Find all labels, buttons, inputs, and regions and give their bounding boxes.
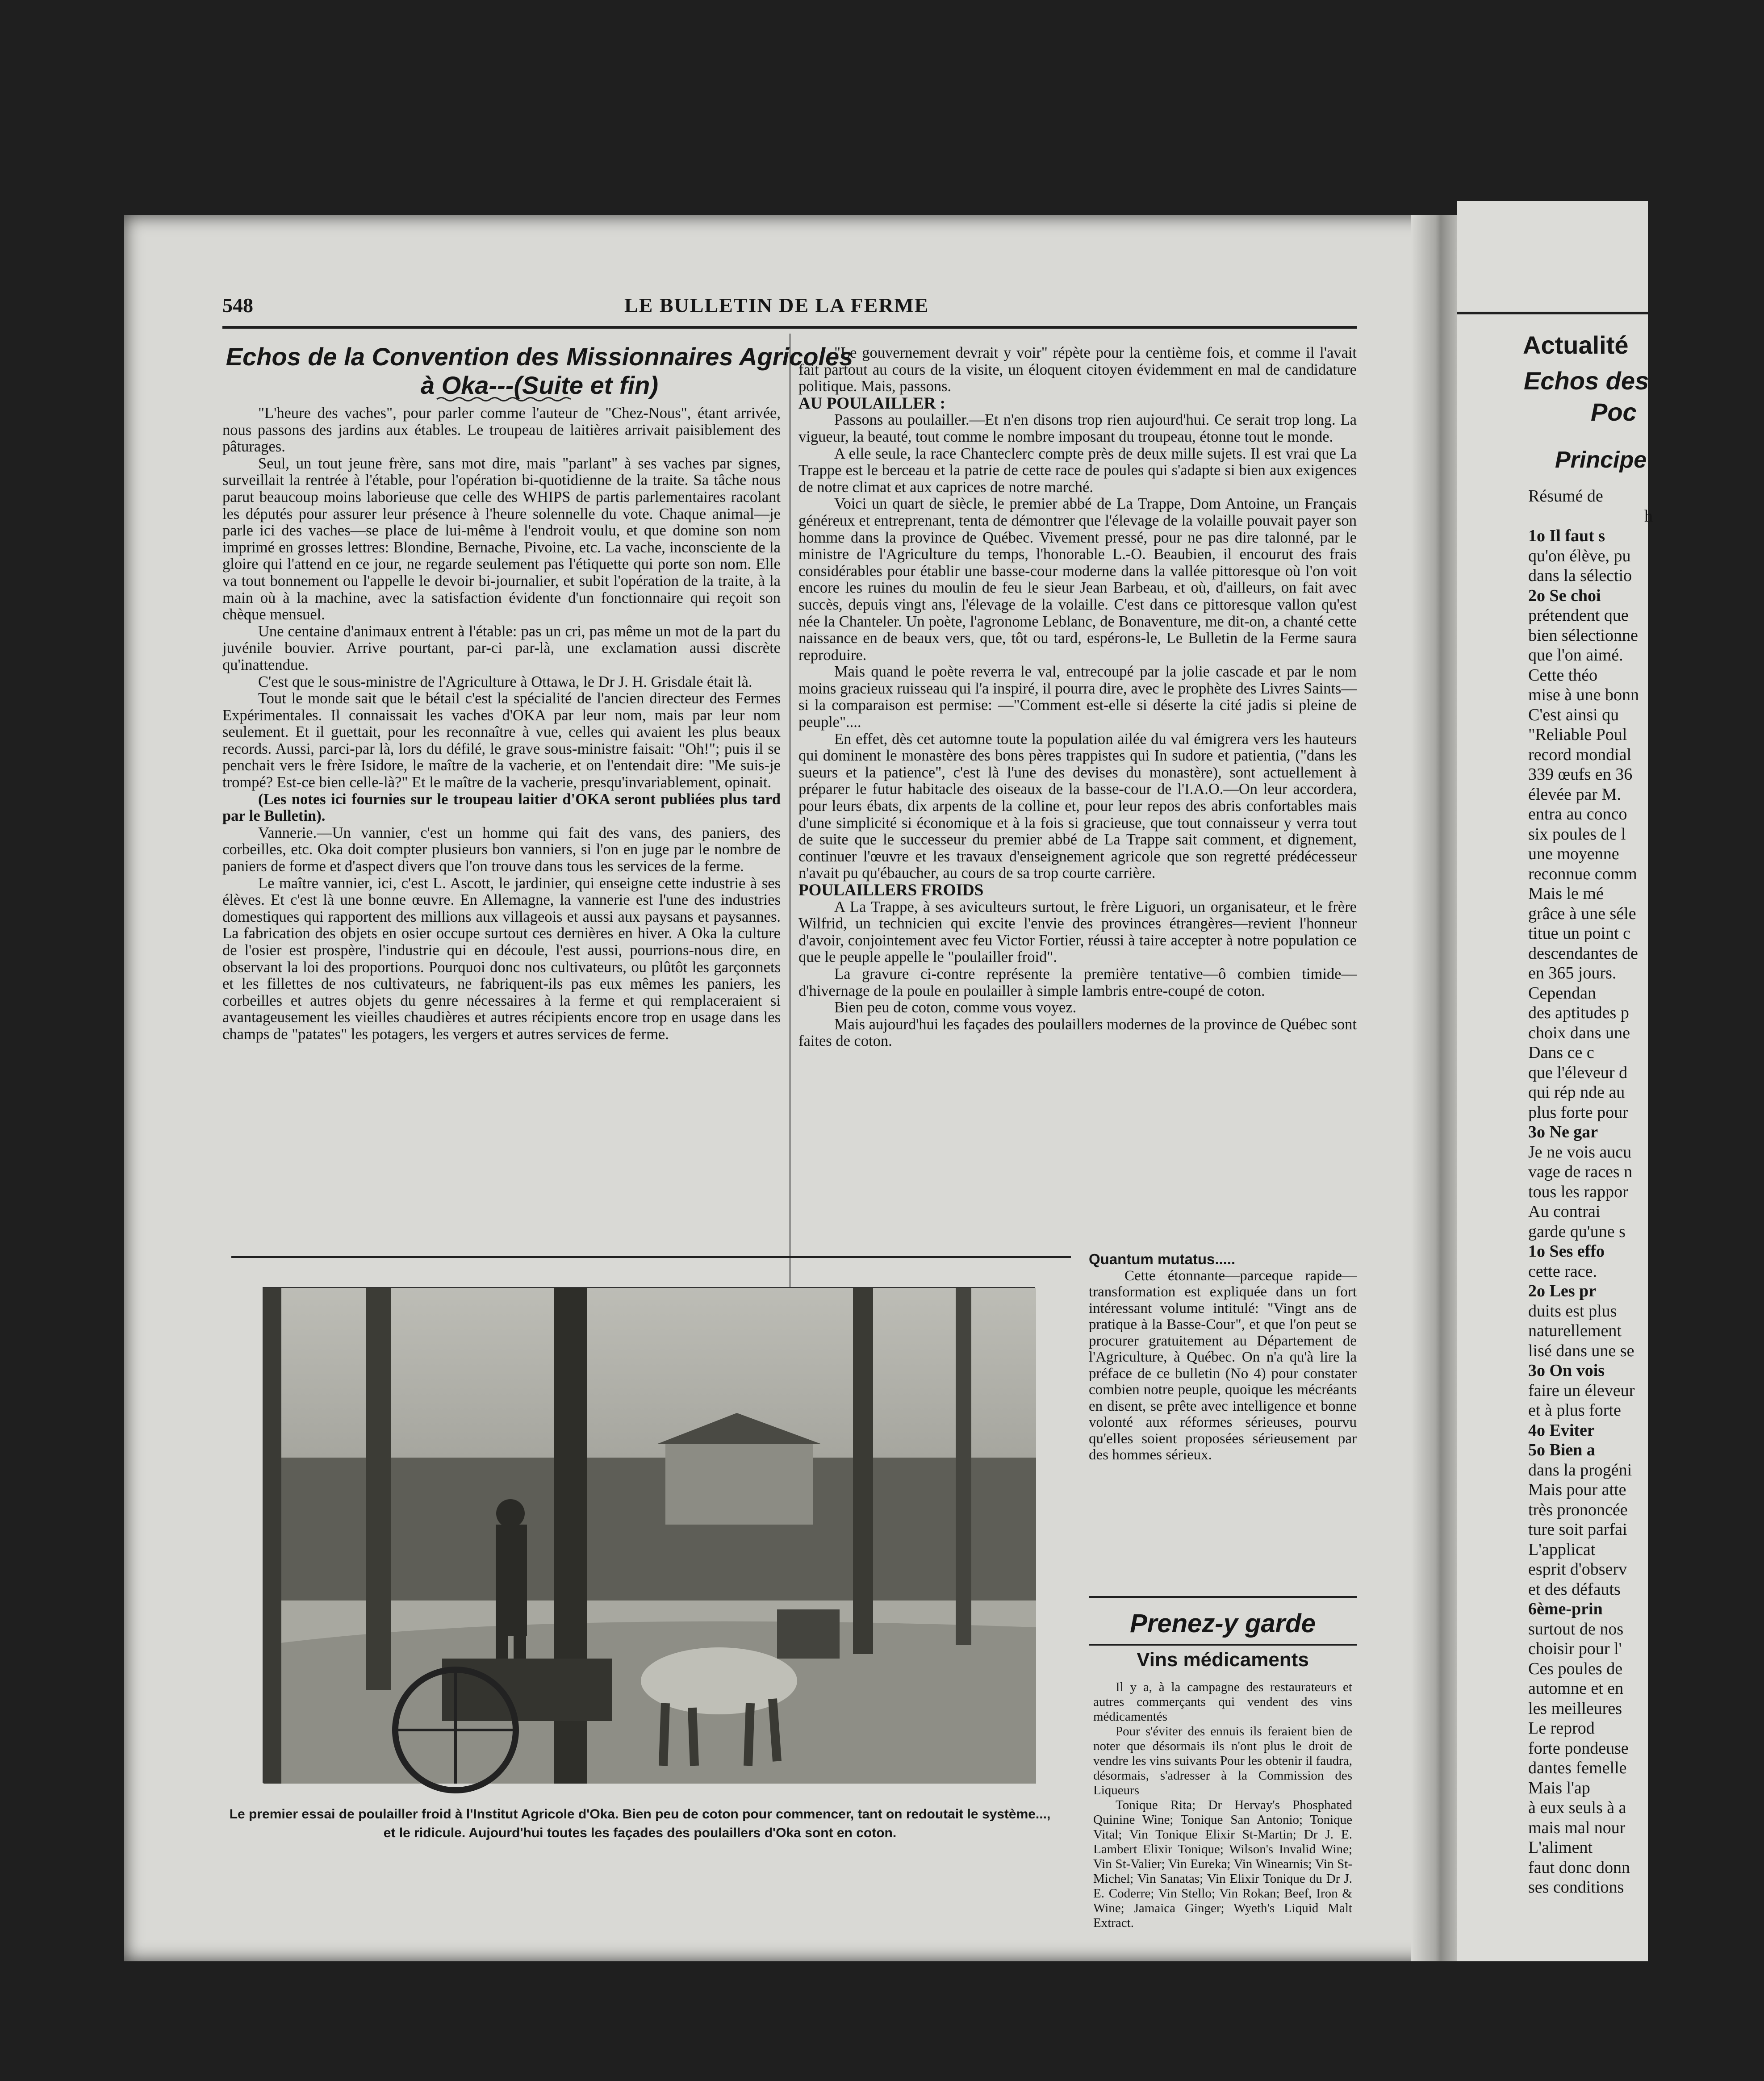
next-page-line: Je ne vois aucu <box>1528 1142 1632 1162</box>
next-page-line: choix dans une <box>1528 1023 1630 1042</box>
next-page-line: 1o Il faut s <box>1528 527 1605 545</box>
paragraph: La gravure ci-contre représente la première tentative—ô combien timide—d'hivernage de la poule en poulailler à simple lambris entre-coupé de coton. <box>798 965 1357 999</box>
next-page-line: entra au conco <box>1528 805 1627 823</box>
next-page-line: Au contrai <box>1528 1202 1601 1221</box>
paragraph: Cette étonnante—parceque rapide—transformation est expliquée dans un fort intéressant volume intitulé: "Vingt ans de pratique à la Basse-Cour", et que l'on peut se procurer gratuitement au Département de l'Agriculture, à Québec. On n'a qu'à lire la préface de ce bulletin (No 4) pour constater combien notre peuple, quoique les mécréants en disent, se prête avec intelligence et bonne volonté aux réformes sérieuses, pourvu qu'elles soient proposées sérieusement par des hommes sérieux. <box>1089 1267 1357 1463</box>
next-page-line: bien sélectionne <box>1528 626 1638 645</box>
next-page-line: faut donc donn <box>1528 1858 1630 1877</box>
article-title: Echos de la Convention des Missionnaires Agricoles à Oka---(Suite et fin) <box>226 343 853 399</box>
next-page-line: 2o Se choi <box>1528 586 1601 605</box>
paragraph: Le maître vannier, ici, c'est L. Ascott, le jardinier, qui enseigne cette industrie à ses élèves. Et c'est là une bonne œuvre. En Allemagne, la vannerie est l'une des industries domestiques qui rapportent des millions aux villageois et aussi aux paysans et paysannes. La fabrication des objets en osier occupe surtout ces dernières en hiver. A Oka la culture de l'osier est prospère, l'industrie qui en découle, l'est aussi, pourrions-nous dire, en observant la loi des proportions. Pourquoi donc nos cultivateurs, ou plûtôt les garçonnets et les fillettes de nos cultivateurs, ne fabriquent-ils pas eux mêmes les paniers, les corbeilles et autres objets du genre nécessaires à la ferme et qui remplaceraient si avantageusement les vieilles chaudières et autres récipients encore trop en usage dans les champs de "patates" les potagers, les vergers et autres services de ferme. <box>222 874 781 1043</box>
next-page-line: qu'on élève, pu <box>1528 546 1631 565</box>
next-page-line: Dans ce c <box>1528 1043 1594 1062</box>
next-page-line: Mais le mé <box>1528 884 1604 903</box>
next-page-line: 2o Les pr <box>1528 1282 1596 1300</box>
next-page-line: prétendent que <box>1528 606 1629 625</box>
paragraph: Voici un quart de siècle, le premier abbé de La Trappe, Dom Antoine, un Français généreux et entreprenant, tenta de démontrer que l'élevage de la volaille pouvait payer son homme dans la province de Québec. Vivement pressé, pour ne pas dire talonné, par le ministre de l'Agriculture du temps, l'honorable L.-O. Beaubien, il encourut des frais considérables pour établir une basse-cour moderne dans la vallée pittoresque où l'on voit encore les ruines du moulin de feu le sieur Jean Barbeau, et où, d'ailleurs, on fait avec succès, depuis vingt ans, l'élevage de la volaille. C'est dans ce pittoresque vallon qu'est née la Chanteler. Un poète, l'agronome Leblanc, de Bonaventure, me dit-on, a chanté cette naissance en de beaux vers, que, tôt ou tard, espérons-le, Le Bulletin de la Ferme saura reproduire. <box>798 495 1357 664</box>
next-page-line: élevée par M. <box>1528 785 1621 804</box>
next-page-line: 339 œufs en 36 <box>1528 765 1633 784</box>
paragraph: Vannerie.—Un vannier, c'est un homme qui fait des vans, des paniers, des corbeilles, etc. Oka doit compter plusieurs bon vanniers, si l'on en juge par le nombre de paniers de forme et d'aspect divers que l'on trouve dans tous les services de la ferme. <box>222 824 781 875</box>
next-page-line: esprit d'observ <box>1528 1560 1627 1579</box>
next-page-line: en 365 jours. <box>1528 964 1617 982</box>
photo-image <box>263 1288 1036 1784</box>
next-page-line: h <box>1644 506 1653 526</box>
next-page-line: dans la progéni <box>1528 1460 1632 1479</box>
paragraph: "L'heure des vaches", pour parler comme l'auteur de "Chez-Nous", étant arrivée, nous passons des jardins aux étables. Le troupeau de laitières arrivait paisiblement des pâturages. <box>222 405 781 455</box>
box-title: Prenez-y garde <box>1130 1609 1316 1638</box>
next-page-line: faire un éleveur <box>1528 1381 1635 1400</box>
next-page-line: choisir pour l' <box>1528 1639 1622 1658</box>
next-page-line: Cette théo <box>1528 665 1598 685</box>
next-page-line: titue un point c <box>1528 924 1631 943</box>
next-page-line: automne et en <box>1528 1679 1624 1698</box>
page-number: 548 <box>222 294 253 317</box>
right-column <box>798 345 1357 1408</box>
paragraph: Une centaine d'animaux entrent à l'étable: pas un cri, pas même un mot de la part du juvénile bouvier. Arrive pourtant, par-ci par-là, une exclamation aussi discrète qu'inattendue. <box>222 623 781 673</box>
next-page-line: lisé dans une se <box>1528 1341 1634 1360</box>
next-page-line: des aptitudes p <box>1528 1003 1629 1022</box>
paragraph: C'est que le sous-ministre de l'Agriculture à Ottawa, le Dr J. H. Grisdale était là. <box>258 673 752 690</box>
newspaper-page <box>124 215 1459 1961</box>
next-page-line: dans la sélectio <box>1528 566 1632 585</box>
paragraph: Pour s'éviter des ennuis ils feraient bien de noter que désormais ils n'ont plus le droit de vendre les vins suivants Pour les obtenir il faudra, désormais, s'adresser à la Commission des Liqueurs <box>1093 1724 1352 1797</box>
next-page-line: 3o Ne gar <box>1528 1123 1598 1141</box>
next-page-subheading: Principe <box>1555 447 1647 473</box>
next-page-line: surtout de nos <box>1528 1619 1624 1638</box>
photo-caption: Le premier essai de poulailler froid à l'Institut Agricole d'Oka. Bien peu de coton pour commencer, tant on redoutait le système..., et le ridicule. Aujourd'hui toutes les façades des poulaillers d'Oka sont en coton. <box>229 1807 1051 1840</box>
next-page-line: ture soit parfai <box>1528 1520 1627 1539</box>
next-page-line: 3o On vois <box>1528 1361 1605 1380</box>
next-page-line: naturellement <box>1528 1321 1622 1340</box>
next-page-rule <box>1457 312 1648 314</box>
next-page-line: qui rép nde au <box>1528 1083 1625 1102</box>
next-page-line: ses conditions <box>1528 1878 1624 1897</box>
photograph <box>263 1287 1035 1783</box>
running-head: LE BULLETIN DE LA FERME <box>624 294 929 317</box>
next-page-line: record mondial <box>1528 745 1632 764</box>
paragraph: Mais quand le poète reverra le val, entrecoupé par la jolie cascade et par le nom moins gracieux ruisseau qui l'a inspiré, il pourra dire, avec le prophète des Livres Saints—si la comparaison est permise: —"Comment est-elle si déserte la cité jadis si pleine de peuple".... <box>798 663 1357 731</box>
next-page-line: que l'éleveur d <box>1528 1063 1628 1082</box>
next-page-line: L'aliment <box>1528 1838 1593 1857</box>
next-page-line: tous les rappor <box>1528 1182 1628 1201</box>
next-page-line: "Reliable Poul <box>1528 725 1627 744</box>
next-page-line: cette race. <box>1528 1262 1597 1281</box>
box-rule-top <box>1089 1596 1357 1598</box>
next-page-line: 5o Bien a <box>1528 1441 1595 1459</box>
next-page-subheading: Echos des <box>1524 367 1649 395</box>
paragraph: Tonique Rita; Dr Hervay's Phosphated Quinine Wine; Tonique San Antonio; Tonique Vital; Vin Tonique Elixir St-Martin; Dr J. E. Lambert Elixir Tonique; Wilson's Invalid Wine; Vin St-Valier; Vin Eureka; Vin Winearnis; Vin St-Michel; Vin Sanatas; Vin Elixir Tonique du Dr J. E. Coderre; Vin Stello; Vin Rokan; Beef, Iron & Wine; Jamaica Ginger; Wyeth's Liquid Malt Extract. <box>1093 1798 1352 1930</box>
next-page-line: Mais l'ap <box>1528 1778 1590 1797</box>
paragraph: Il y a, à la campagne des restaurateurs et autres commerçants qui vendent des vins médicamentés <box>1093 1680 1352 1724</box>
paragraph: A La Trappe, à ses aviculteurs surtout, le frère Liguori, un organisateur, et le frère Wilfrid, un technicien qui excite l'envie des provinces étrangères—revient l'honneur d'avoir, conjointement avec feu Victor Fortier, réussi à taire accepter à notre population ce que le peuple appelle le "poulailler froid". <box>798 898 1357 966</box>
next-page-fragment <box>1457 201 1653 1961</box>
paragraph: Seul, un tout jeune frère, sans mot dire, mais "parlant" à ses vaches par signes, surveillait la rentrée à l'étable, pour l'opération bi-quotidienne de la traite. Sa tâche nous parut beaucoup moins laborieuse que celle des WHIPS de partis parlementaires racolant les députés pour assurer leur présence à l'heure solennelle du vote. Chaque animal—je parle ici des vaches—se place de lui-même à l'endroit voulu, et que domine son nom imprimé en grosses lettres: Blondine, Bernache, Pivoine, etc. La vache, inconsciente de la gloire qui l'attend en ce jour, ne regarde seulement pas l'étiquette qui porte son nom. Elle va tout bonnement ou l'appelle le devoir bi-journalier, et subit l'opération de la traite, à la main où à la machine, avec la satisfaction évidente d'un fonctionnaire qui reçoit son chèque mensuel. <box>222 455 781 623</box>
next-page-heading: Actualité <box>1523 331 1629 359</box>
next-page-line: les meilleures <box>1528 1699 1622 1718</box>
section-heading: AU POULAILLER : <box>798 394 945 413</box>
next-page-line: garde qu'une s <box>1528 1222 1626 1241</box>
next-page-line: Le reprod <box>1528 1719 1595 1738</box>
next-page-line: Cependan <box>1528 983 1596 1003</box>
paragraph: A elle seule, la race Chanteclerc compte près de deux mille sujets. Il est vrai que La Trappe est le berceau et la patrie de cette race de poules qui s'adapte si bien aux exigences de notre climat et aux caprices de notre marché. <box>798 445 1357 496</box>
next-page-line: mise à une bonn <box>1528 685 1639 704</box>
next-page-line: une moyenne <box>1528 844 1619 863</box>
paragraph: (Les notes ici fournies sur le troupeau laitier d'OKA seront publiées plus tard par le Bulletin). <box>222 790 781 825</box>
paragraph: En effet, dès cet automne toute la population ailée du val émigrera vers les hauteurs qui dominent le monastère des bons pères trappistes qui In sudore et patientia, ("dans les sueurs et la patience", c'est là l'une des devises du monastère), sont actuellement à préparer le futur habitacle des oiseaux de la basse-cour de l'I.A.O.—On leur accordera, pour leurs ébats, dix arpents de la colline et, pour leur repos des abris confortables mais d'une simplicité si économique et à la fois si gracieuse, que tout connaisseur y verra tout de suite que le successeur du premier abbé de La Trappe sait comment, et dignement, continuer l'œuvre et les travaux d'enseignement agricole que son regretté prédécesseur n'avait pu qu'ébaucher, au cours de sa trop courte carrière. <box>798 730 1357 882</box>
next-page-line: descendantes de <box>1528 944 1638 963</box>
section-rule <box>231 1256 1071 1258</box>
next-page-line: que l'on aimé. <box>1528 646 1623 664</box>
next-page-line: et des défauts <box>1528 1580 1621 1599</box>
next-page-line: L'applicat <box>1528 1540 1596 1559</box>
next-page-line: très prononcée <box>1528 1500 1628 1519</box>
next-page-line: Mais pour atte <box>1528 1480 1626 1499</box>
box-rule <box>1089 1644 1357 1646</box>
next-page-line: C'est ainsi qu <box>1528 705 1619 724</box>
paragraph: Tout le monde sait que le bétail c'est la spécialité de l'ancien directeur des Fermes Expérimentales. Il connaissait les vaches d'OKA par leur nom, mais par leur nom seulement. Et il guettait, pour les reconnaître à vue, celles qui avaient les plus beaux records. Aussi, parci-par là, lors du défilé, le grave sous-ministre faisait: "Oh!"; puis il se penchait vers le frère Isidore, le maître de la vacherie, et on l'entendait dire: "Me suis-je trompé? Est-ce bien celle-là?" Et le maître de la vacherie, presqu'invariablement, opinait. <box>222 690 781 791</box>
paragraph: Passons au poulailler.—Et n'en disons trop rien aujourd'hui. Ce serait trop long. La vigueur, la beauté, tout comme le nombre imposant du troupeau, étonne tout le monde. <box>798 411 1357 445</box>
next-page-line: 1o Ses effo <box>1528 1242 1605 1261</box>
title-ornament <box>437 396 571 402</box>
header-rule <box>222 326 1357 329</box>
next-page-subheading: Poc <box>1591 398 1637 426</box>
next-page-line: Ces poules de <box>1528 1659 1623 1678</box>
paragraph: Mais aujourd'hui les façades des poulaillers modernes de la province de Québec sont faites de coton. <box>798 1015 1357 1050</box>
box-text <box>1093 1680 1352 1930</box>
next-page-line: et à plus forte <box>1528 1401 1621 1420</box>
next-page-line: 6ème-prin <box>1528 1600 1603 1618</box>
next-page-line: vage de races n <box>1528 1162 1633 1181</box>
next-page-line: grâce à une séle <box>1528 904 1636 923</box>
next-page-line: plus forte pour <box>1528 1103 1628 1122</box>
next-page-line: à eux seuls à a <box>1528 1798 1626 1817</box>
paragraph: "Le gouvernement devrait y voir" répète pour la centième fois, et comme il l'avait fait partout au cours de la visite, un éloquent citoyen évidemment en mal de candidature politique. Mais, passons. <box>798 344 1357 395</box>
box-subtitle: Vins médicaments <box>1137 1649 1309 1671</box>
next-page-line: reconnue comm <box>1528 864 1637 883</box>
next-page-line: forte pondeuse <box>1528 1738 1629 1758</box>
next-page-line: mais mal nour <box>1528 1818 1626 1837</box>
next-page-line: Résumé de <box>1528 487 1603 506</box>
section-heading: POULAILLERS FROIDS <box>798 881 984 899</box>
quantum-heading: Quantum mutatus..... <box>1089 1251 1236 1267</box>
quantum-column <box>1089 1251 1357 1586</box>
next-page-line: dantes femelle <box>1528 1759 1627 1777</box>
next-page-line: 4o Eviter <box>1528 1421 1595 1440</box>
paragraph: Bien peu de coton, comme vous voyez. <box>834 999 1077 1016</box>
next-page-line: six poules de l <box>1528 824 1626 844</box>
next-page-line: duits est plus <box>1528 1301 1617 1320</box>
